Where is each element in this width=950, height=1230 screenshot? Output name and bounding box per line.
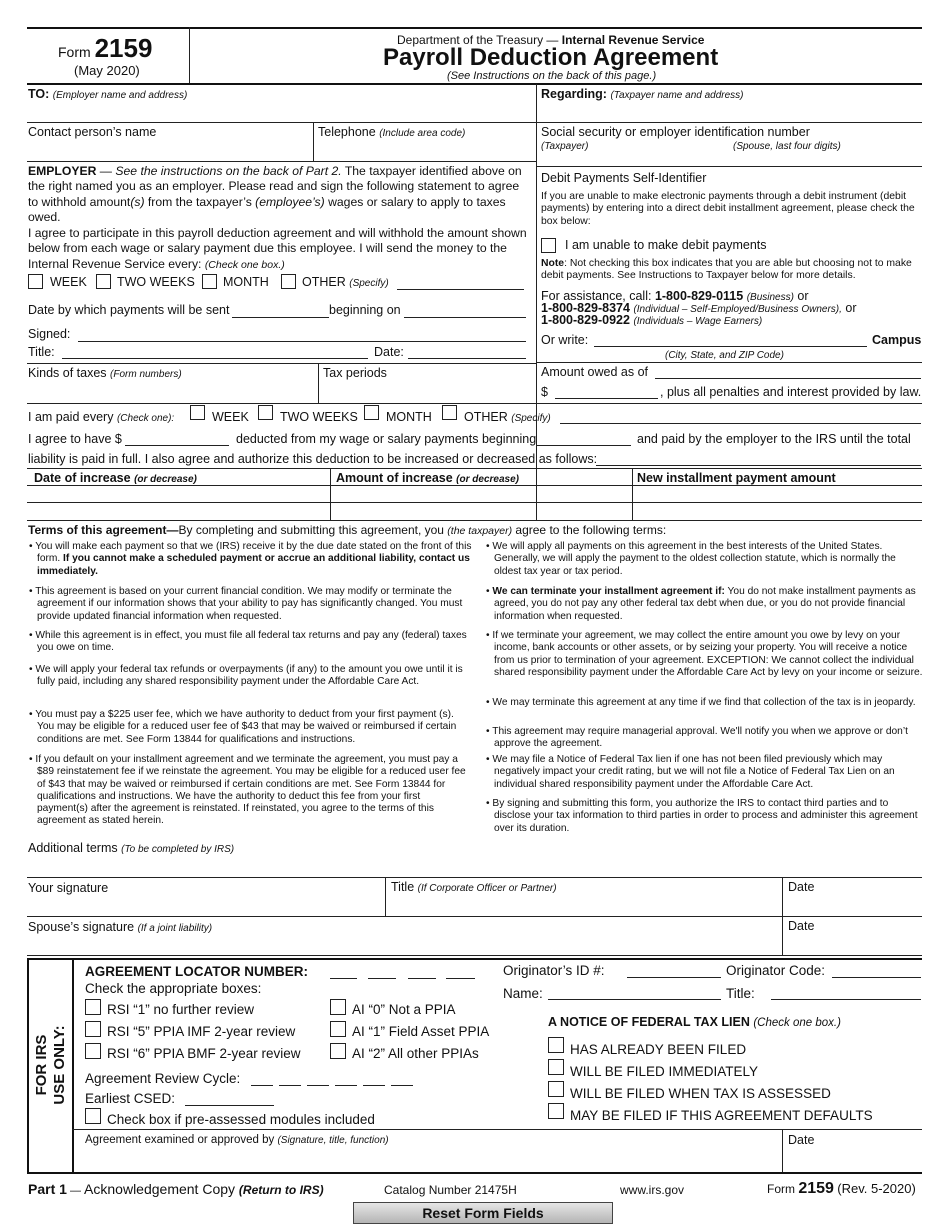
irs-name-label: Name: xyxy=(503,986,543,1001)
locator-field-3[interactable] xyxy=(408,978,436,979)
irs-title-label: Title: xyxy=(726,986,755,1001)
debit-checkbox[interactable] xyxy=(541,238,556,253)
lien-immediately-label: WILL BE FILED IMMEDIATELY xyxy=(570,1064,759,1079)
debit-text: If you are unable to make electronic payments through a debit instrument (debit payments) by entering into a direct debit installment agreement, please check the box below: xyxy=(541,191,915,227)
locator-field-1[interactable] xyxy=(330,978,357,979)
telephone-label: Telephone (Include area code) xyxy=(318,125,466,139)
form-date: (May 2020) xyxy=(74,63,140,78)
rsi5-checkbox[interactable] xyxy=(85,1021,101,1037)
examined-date-label: Date xyxy=(788,1133,815,1147)
ai2-label: AI “2” All other PPIAs xyxy=(352,1046,479,1061)
ai1-label: AI “1” Field Asset PPIA xyxy=(352,1024,490,1039)
title-label: Title: xyxy=(28,345,55,359)
regarding-label: Regarding: (Taxpayer name and address) xyxy=(541,87,744,101)
beginning-on-field[interactable] xyxy=(404,317,526,318)
footer-web: www.irs.gov xyxy=(620,1183,685,1197)
signed-field[interactable] xyxy=(78,341,526,342)
lien-filed-checkbox[interactable] xyxy=(548,1037,564,1053)
terms-heading: Terms of this agreement—By completing and submitting this agreement, you (the taxpayer) agree to the following terms: xyxy=(28,523,667,537)
rsi1-checkbox[interactable] xyxy=(85,999,101,1015)
to-label: TO: (Employer name and address) xyxy=(28,87,188,101)
increase-col-amount: Amount of increase (or decrease) xyxy=(336,471,519,485)
paid-other-field[interactable] xyxy=(560,423,921,424)
review-cycle-field-3[interactable] xyxy=(307,1085,329,1086)
earliest-csed-label: Earliest CSED: xyxy=(85,1091,176,1106)
additional-terms-field[interactable] xyxy=(27,877,922,878)
term-right-3: • If we terminate your agreement, we may collect the entire amount you owe by levy on your income, bank accounts or other assets, or by seizing your property. You will receive a notice from us prior to termination of your agreement. EXCEPTION: We cannot collect the individual shared responsibility payment under the Affordable Care Act by levy on your income or seizure. xyxy=(486,630,924,679)
review-cycle-field-4[interactable] xyxy=(335,1085,357,1086)
footer-catalog: Catalog Number 21475H xyxy=(384,1183,517,1197)
originator-code-field[interactable] xyxy=(832,977,921,978)
paid-every-label: I am paid every (Check one): xyxy=(28,410,175,424)
agree-have-c: and paid by the employer to the IRS until the total xyxy=(637,432,911,446)
agreement-locator-label: AGREEMENT LOCATOR NUMBER: xyxy=(85,964,308,979)
employer-other-label: OTHER (Specify) xyxy=(302,275,389,289)
term-left-5: • You must pay a $225 user fee, which we have authority to deduct from your first payment (s). You may be eligible for a reduced user fee of $43 that may be waived or reimbursed if certain conditions are met. See Form 13844 for qualifications and instructions. xyxy=(29,709,472,746)
ai1-checkbox[interactable] xyxy=(330,1021,346,1037)
assistance-line-1: For assistance, call: 1-800-829-0115 (Business) or xyxy=(541,289,809,303)
date-label: Date: xyxy=(374,345,404,359)
preassessed-checkbox[interactable] xyxy=(85,1108,101,1124)
employer-week-label: WEEK xyxy=(50,275,87,289)
city-state-zip: (City, State, and ZIP Code) xyxy=(665,350,784,361)
additional-terms-label: Additional terms (To be completed by IRS) xyxy=(28,841,235,855)
review-cycle-field-6[interactable] xyxy=(391,1085,413,1086)
examined-label: Agreement examined or approved by (Signature, title, function) xyxy=(85,1134,389,1146)
debit-checkbox-label: I am unable to make debit payments xyxy=(565,238,767,252)
amount-owed-date-field[interactable] xyxy=(655,378,921,379)
paid-month-label: MONTH xyxy=(386,410,432,424)
rsi5-label: RSI “5” PPIA IMF 2-year review xyxy=(107,1024,296,1039)
review-cycle-label: Agreement Review Cycle: xyxy=(85,1071,241,1086)
term-left-3: • While this agreement is in effect, you must file all federal tax returns and pay any (federal) taxes you owe on time. xyxy=(29,630,472,655)
ssn-label: Social security or employer identification number xyxy=(541,125,810,139)
spouse-signature-label: Spouse’s signature (If a joint liability) xyxy=(28,920,213,934)
debit-title: Debit Payments Self-Identifier xyxy=(541,171,707,185)
review-cycle-field-1[interactable] xyxy=(251,1085,273,1086)
penalties-text: , plus all penalties and interest provided by law. xyxy=(660,385,922,399)
campus-label: Campus xyxy=(872,333,922,347)
form-title: Payroll Deduction Agreement xyxy=(383,44,719,71)
signature-date-label: Date xyxy=(788,880,815,894)
employer-week-checkbox[interactable] xyxy=(28,274,43,289)
footer-part: Part 1 — Acknowledgement Copy (Return to IRS) xyxy=(28,1181,324,1197)
amount-owed-label: Amount owed as of xyxy=(541,365,649,379)
lien-assessed-label: WILL BE FILED WHEN TAX IS ASSESSED xyxy=(570,1086,831,1101)
assistance-line-2: 1-800-829-8374 (Individual – Self-Employed/Business Owners), or xyxy=(541,301,857,315)
ai0-checkbox[interactable] xyxy=(330,999,346,1015)
irs-name-field[interactable] xyxy=(548,999,721,1000)
paid-week-label: WEEK xyxy=(212,410,249,424)
originator-id-label: Originator’s ID #: xyxy=(503,963,605,978)
check-boxes-label: Check the appropriate boxes: xyxy=(85,981,262,996)
or-write-label: Or write: xyxy=(541,333,589,347)
lien-defaults-label: MAY BE FILED IF THIS AGREEMENT DEFAULTS xyxy=(570,1108,873,1123)
term-right-1: • We will apply all payments on this agreement in the best interests of the United States. Generally, we will apply the payment to the oldest collection statute, which is normally the oldest tax year or tax period. xyxy=(486,541,924,578)
irs-title-field[interactable] xyxy=(771,999,921,1000)
paid-two-weeks-label: TWO WEEKS xyxy=(280,410,358,424)
form-label xyxy=(58,33,153,63)
lien-defaults-checkbox[interactable] xyxy=(548,1103,564,1119)
term-left-1: • You will make each payment so that we (IRS) receive it by the due date stated on the front of this form. If you cannot make a scheduled payment or accrue an additional liability, contact us immediately. xyxy=(29,541,472,578)
originator-code-label: Originator Code: xyxy=(726,963,826,978)
paid-other-checkbox[interactable] xyxy=(442,405,457,420)
term-left-2: • This agreement is based on your current financial condition. We may modify or terminate the agreement if our information shows that your ability to pay has significantly changed. You must provide updated financial information when requested. xyxy=(29,586,472,623)
rsi6-label: RSI “6” PPIA BMF 2-year review xyxy=(107,1046,301,1061)
assistance-line-3: 1-800-829-0922 (Individuals – Wage Earners) xyxy=(541,313,763,327)
employer-date-field[interactable] xyxy=(408,358,526,359)
your-signature-label: Your signature xyxy=(28,881,109,895)
increase-col-date: Date of increase (or decrease) xyxy=(34,471,197,485)
contact-label: Contact person’s name xyxy=(28,125,157,139)
deduction-begin-field[interactable] xyxy=(537,445,631,446)
amount-owed-field[interactable] xyxy=(555,398,658,399)
department: Department of the Treasury — Internal Revenue Service xyxy=(397,33,705,47)
rsi1-label: RSI “1” no further review xyxy=(107,1002,255,1017)
employer-instructions: EMPLOYER — See the instructions on the back of Part 2. The taxpayer identified above on the right named you as an employer. Please read and sign the following statement to agree to withhold amount(s) from the taxpayer’s (employee’s) wages or salary to apply to taxes owed. xyxy=(28,164,522,225)
paid-month-checkbox[interactable] xyxy=(364,405,379,420)
deduction-amount-field[interactable] xyxy=(125,445,229,446)
lien-heading: A NOTICE OF FEDERAL TAX LIEN (Check one box.) xyxy=(548,1015,841,1029)
rsi6-checkbox[interactable] xyxy=(85,1043,101,1059)
employer-other-checkbox[interactable] xyxy=(281,274,296,289)
date-sent-label: Date by which payments will be sent xyxy=(28,303,230,317)
agree-have-d: liability is paid in full. I also agree and authorize this deduction to be increased or decreased as follows: xyxy=(28,452,598,466)
debit-note: Note: Not checking this box indicates that you are able but choosing not to make debit payments. See Instructions to Taxpayer below for more details. xyxy=(541,258,912,282)
form-subtitle: (See Instructions on the back of this page.) xyxy=(447,70,657,82)
ssn-spouse: (Spouse, last four digits) xyxy=(733,141,841,152)
originator-id-field[interactable] xyxy=(627,977,721,978)
term-right-2: • We can terminate your installment agreement if: You do not make installment payments as agreed, you do not pay any other federal tax debt when due, or you do not provide financial information when requested. xyxy=(486,586,924,623)
lien-assessed-checkbox[interactable] xyxy=(548,1081,564,1097)
signed-label: Signed: xyxy=(28,327,71,341)
ai0-label: AI “0” Not a PPIA xyxy=(352,1002,456,1017)
increase-col-new: New installment payment amount xyxy=(637,471,836,485)
reset-form-button[interactable]: Reset Form Fields xyxy=(353,1202,613,1224)
term-left-4: • We will apply your federal tax refunds or overpayments (if any) to the amount you owe until it is fully paid, including any shared responsibility payment under the Affordable Care Act. xyxy=(29,664,472,689)
locator-field-2[interactable] xyxy=(368,978,396,979)
employer-agree: I agree to participate in this payroll deduction agreement and will withhold the amount shown below from each wage or salary payment due this employee. I will send the money to the Internal Revenue Service every: (Check one box.) xyxy=(28,226,527,271)
employer-two-weeks-label: TWO WEEKS xyxy=(117,275,195,289)
locator-field-4[interactable] xyxy=(446,978,475,979)
kinds-of-taxes-label: Kinds of taxes (Form numbers) xyxy=(28,366,182,380)
form-word: Form xyxy=(58,44,91,60)
ssn-taxpayer: (Taxpayer) xyxy=(541,141,589,152)
review-cycle-field-5[interactable] xyxy=(363,1085,385,1086)
signature-title-label: Title (If Corporate Officer or Partner) xyxy=(391,880,557,894)
dollar-sign: $ xyxy=(541,385,548,399)
earliest-csed-field[interactable] xyxy=(185,1105,274,1106)
lien-filed-label: HAS ALREADY BEEN FILED xyxy=(570,1042,747,1057)
term-right-7: • By signing and submitting this form, you authorize the IRS to contact third parties and to disclose your tax information to third parties in order to process and administer this agreement over its duration. xyxy=(486,798,924,835)
lien-immediately-checkbox[interactable] xyxy=(548,1059,564,1075)
preassessed-label: Check box if pre-assessed modules included xyxy=(107,1112,375,1127)
employer-month-checkbox[interactable] xyxy=(202,274,217,289)
paid-two-weeks-checkbox[interactable] xyxy=(258,405,273,420)
beginning-on-label: beginning on xyxy=(329,303,401,317)
employer-month-label: MONTH xyxy=(223,275,269,289)
employer-two-weeks-checkbox[interactable] xyxy=(96,274,111,289)
title-field[interactable] xyxy=(62,358,368,359)
tax-periods-label: Tax periods xyxy=(323,366,387,380)
footer-form: Form 2159 (Rev. 5-2020) xyxy=(767,1180,916,1197)
paid-other-label: OTHER (Specify) xyxy=(464,410,551,424)
term-left-6: • If you default on your installment agreement and we terminate the agreement, you must pay a $89 reinstatement fee if we reinstate the agreement. You may be eligible for a reduced user fee of $43 that may be waived or reimbursed if certain conditions are met. See Form 13844 for qualifications and instructions. We have the authority to deduct this fee from your first payment(s) after the agreement is reinstated. If reinstated, you agree to the terms of this agreement as stated herein. xyxy=(29,754,472,828)
form-number: 2159 xyxy=(94,33,153,63)
review-cycle-field-2[interactable] xyxy=(279,1085,301,1086)
spouse-date-label: Date xyxy=(788,919,815,933)
employer-other-field[interactable] xyxy=(397,289,524,290)
or-write-field[interactable] xyxy=(594,346,867,347)
term-right-6: • We may file a Notice of Federal Tax lien if one has not been filed previously which may negatively impact your credit rating, but we will not file a Notice of Federal Tax Lien on an individual shared responsibility payment under the Affordable Care Act. xyxy=(486,754,924,791)
agree-have-b: deducted from my wage or salary payments beginning xyxy=(236,432,537,446)
paid-week-checkbox[interactable] xyxy=(190,405,205,420)
date-sent-field[interactable] xyxy=(232,317,329,318)
agree-have-a: I agree to have $ xyxy=(28,432,122,446)
increase-terms-field[interactable] xyxy=(596,465,921,466)
ai2-checkbox[interactable] xyxy=(330,1043,346,1059)
term-right-4: • We may terminate this agreement at any time if we find that collection of the tax is in jeopardy. xyxy=(486,697,924,709)
term-right-5: • This agreement may require managerial approval. We'll notify you when we approve or don’t approve the agreement. xyxy=(486,726,924,751)
